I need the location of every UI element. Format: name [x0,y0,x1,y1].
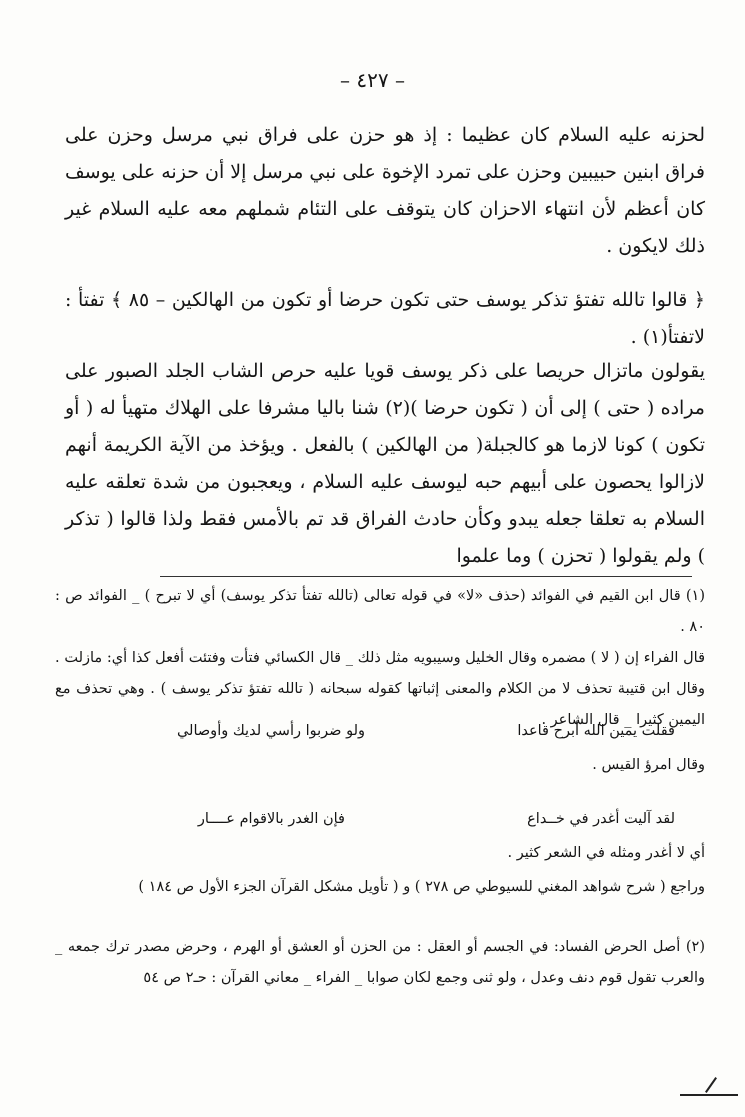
poet-attribution: وقال امرؤ القيس . [592,757,705,773]
poem-verse-2-first-half: لقد آليت أغدر في خــداع [527,811,675,827]
paragraph-1: لحزنه عليه السلام كان عظيما : إذ هو حزن على فراق نبي مرسل وحزن على فراق ابنين حبيبين وحزن على تمرد الإخوة على نبي مرسل إلا أن حزنه على يوسف كان أعظم لأن انتهاء الاحزان كان يتوقف على التئام شملهم معه عليه السلام غير ذلك لايكون . [65,124,705,257]
footnote-1-note: أي لا أغدر ومثله في الشعر كثير . [507,845,705,861]
footnote-divider [160,576,692,577]
quran-verse-block [65,282,705,356]
footnote-1-continuation: قال الفراء إن ( لا ) مضمره وقال الخليل وسيبويه مثل ذلك _ قال الكسائي فتأت وفتئت أفعل كذا أي: مازلت . وقال ابن قتيبة تحذف لا من الكلام والمعنى إثباتها كقوله سبحانه ( تالله تفتؤ تذكر يوسف ) . وهي تحذف مع اليمين كثيرا _ قال الشاعر . [55,650,705,728]
main-text [65,117,705,265]
poem-verse-2-second-half: فإن الغدر بالاقوام عــــار [197,811,345,827]
page-corner-mark [680,1094,738,1096]
commentary-block [65,353,705,575]
footnote-1-reference-text: وراجع ( شرح شواهد المغني للسيوطي ص ٢٧٨ ) و ( تأويل مشكل القرآن الجزء الأول ص ١٨٤ ) [138,879,705,895]
footnote-1 [55,581,705,736]
paragraph-2: ﴿ قالوا تالله تفتؤ تذكر يوسف حتى تكون حرضا أو تكون من الهالكين – ٨٥ ﴾ تفتأ : لاتفتأ(١) . [65,289,706,348]
footnote-2 [55,932,705,994]
footnote-2-text: (٢) أصل الحرض الفساد: في الجسم أو العقل : من الحزن أو العشق أو الهرم ، وحرض مصدر ترك جمعه _ والعرب تقول قوم دنف وعدل ، ولو ثنى وجمع لكان صوابا _ الفراء _ معاني القرآن : حـ٢ ص ٥٤ [55,939,705,986]
footnote-1-reference [55,872,705,903]
paragraph-3: يقولون ماتزال حريصا على ذكر يوسف قويا عليه حرص الشاب الجلد الصبور على مراده ( حتى ) إلى أن ( تكون حرضا )(٢) شنا باليا مشرفا على الهلاك متهيأ له ( أو تكون ) كونا لازما هو كالجبلة( من الهالكين ) بالفعل . ويؤخذ من الآية الكريمة أنهم لازالوا يحصون على أبيهم حبه ليوسف عليه السلام ، ويعجبون من شدة تعلقه عليه السلام به تعلقا جعله يبدو وكأن حادث الفراق قد تم بالأمس فقط ولذا قالوا ( تذكر ) ولم يقولوا ( تحزن ) وما علموا [65,360,705,567]
footnote-1-text: (١) قال ابن القيم في الفوائد (حذف «لا» في قوله تعالى (تالله تفتأ تذكر يوسف) أي لا تبرح ) _ الفوائد ص : ٨٠ . [55,588,705,635]
poem-verse-1-second-half: ولو ضربوا رأسي لديك وأوصالي [176,723,365,739]
page-corner-stroke [705,1077,717,1093]
poem-verse-1-first-half: فقلت يمين الله أبرح قاعدا [517,723,675,739]
page-number: – ٤٢٧ – [340,68,405,92]
